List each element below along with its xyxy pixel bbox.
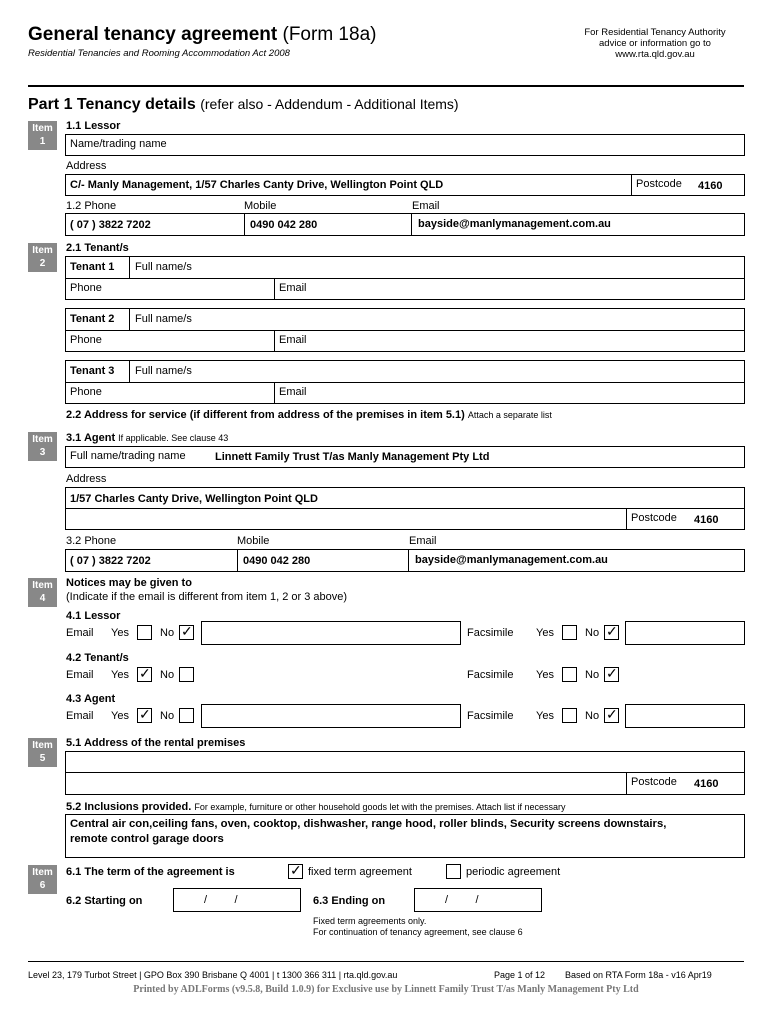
notice-tenant-fax-yes-checkbox[interactable] <box>562 667 577 682</box>
item-number: 5 <box>39 753 46 764</box>
term-note-1: Fixed term agreements only. <box>313 916 427 926</box>
notice-lessor-yes-label: Yes <box>111 627 129 639</box>
tenant-3-name-label: Full name/s <box>135 365 192 377</box>
agent-address-label: Address <box>66 473 107 485</box>
lessor-mobile-label: Mobile <box>244 200 277 212</box>
premises-postcode-label: Postcode <box>631 776 677 788</box>
tenant-3-label: Tenant 3 <box>70 365 115 377</box>
service-note: Attach a separate list <box>467 410 552 420</box>
header-rule <box>28 85 744 87</box>
lessor-phone-label: 1.2 Phone <box>66 200 117 212</box>
inclusions-heading-text: 5.2 Inclusions provided. <box>66 801 192 813</box>
tenant-3-email-label: Email <box>279 386 307 398</box>
agent-phone-value: ( 07 ) 3822 7202 <box>70 555 151 567</box>
rta-line-1: For Residential Tenancy Authority <box>584 27 726 38</box>
ending-date-field[interactable] <box>414 888 542 912</box>
notice-tenant-fax-no-checkbox[interactable] <box>604 667 619 682</box>
item-word: Item <box>32 245 53 256</box>
footer-rule <box>28 961 744 962</box>
agent-heading-note: If applicable. See clause 43 <box>118 433 229 443</box>
lessor-postcode-label: Postcode <box>636 178 682 190</box>
agent-phone-label: 3.2 Phone <box>66 535 117 547</box>
item-number: 6 <box>39 880 46 891</box>
lessor-postcode-value: 4160 <box>698 180 723 192</box>
agent-name-label: Full name/trading name <box>70 450 186 462</box>
agent-heading <box>66 432 228 444</box>
periodic-checkbox[interactable] <box>446 864 461 879</box>
item-3-tab <box>28 432 57 461</box>
notice-lessor-no-label: No <box>160 627 175 639</box>
notice-tenant-fax-label: Facsimile <box>467 669 514 681</box>
agent-name-field[interactable] <box>65 446 745 468</box>
term-heading: 6.1 The term of the agreement is <box>66 866 235 878</box>
tenant-1-email-label: Email <box>279 282 307 294</box>
agent-address-value: 1/57 Charles Canty Drive, Wellington Point QLD <box>70 493 318 505</box>
lessor-contact-row[interactable] <box>65 213 745 236</box>
check-icon: ✓ <box>139 706 151 722</box>
footer-based-on: Based on RTA Form 18a - v16 Apr19 <box>565 970 712 980</box>
notice-lessor-fax-yes-checkbox[interactable] <box>562 625 577 640</box>
form-title <box>28 24 376 46</box>
notice-tenant-heading: 4.2 Tenant/s <box>66 652 129 664</box>
rta-line-3: www.rta.qld.gov.au <box>615 49 695 60</box>
lessor-name-label: Name/trading name <box>70 138 167 150</box>
lessor-heading: 1.1 Lessor <box>66 120 121 132</box>
item-word: Item <box>32 740 53 751</box>
item-number: 2 <box>39 258 46 269</box>
form-number: (Form 18a) <box>282 24 377 45</box>
fixed-term-checkbox[interactable] <box>288 864 303 879</box>
lessor-address-value: C/- Manly Management, 1/57 Charles Canty Drive, Wellington Point QLD <box>70 179 444 191</box>
item-number: 1 <box>39 136 46 147</box>
notice-tenant-fax-yes-label: Yes <box>536 669 554 681</box>
item-2-tab <box>28 243 57 272</box>
tenant-1-label: Tenant 1 <box>70 261 115 273</box>
fixed-term-label: fixed term agreement <box>308 866 412 878</box>
starting-date-field[interactable] <box>173 888 301 912</box>
item-word: Item <box>32 867 53 878</box>
inclusions-note: For example, furniture or other household goods let with the premises. Attach list if necessary <box>194 802 566 812</box>
check-icon: ✓ <box>606 706 618 722</box>
check-icon: ✓ <box>290 862 302 878</box>
title-text: General tenancy agreement <box>28 24 278 45</box>
starting-label: 6.2 Starting on <box>66 895 143 907</box>
item-word: Item <box>32 434 53 445</box>
tenant-2-label: Tenant 2 <box>70 313 115 325</box>
rta-line-2: advice or information go to <box>599 38 711 49</box>
agent-mobile-label: Mobile <box>237 535 270 547</box>
notice-lessor-fax-no-checkbox[interactable] <box>604 625 619 640</box>
ending-date-separators: / / <box>445 894 479 906</box>
premises-postcode-value: 4160 <box>694 778 719 790</box>
check-icon: ✓ <box>181 623 193 639</box>
ending-label: 6.3 Ending on <box>313 895 386 907</box>
check-icon: ✓ <box>139 665 151 681</box>
lessor-phone-value: ( 07 ) 3822 7202 <box>70 219 151 231</box>
lessor-email-value: bayside@manlymanagement.com.au <box>418 218 611 230</box>
notice-tenant-fax-no-label: No <box>585 669 600 681</box>
notice-agent-email-yes-checkbox[interactable] <box>137 708 152 723</box>
part-title <box>28 96 459 114</box>
notice-lessor-heading: 4.1 Lessor <box>66 610 121 622</box>
notice-lessor-fax-field[interactable] <box>625 621 745 645</box>
notice-agent-fax-yes-checkbox[interactable] <box>562 708 577 723</box>
item-number: 3 <box>39 447 46 458</box>
premises-address-field[interactable] <box>65 751 745 795</box>
notice-agent-fax-no-label: No <box>585 710 600 722</box>
inclusions-line-2: remote control garage doors <box>70 833 224 845</box>
periodic-label: periodic agreement <box>466 866 561 878</box>
lessor-name-field[interactable] <box>65 134 745 156</box>
notice-agent-fax-yes-label: Yes <box>536 710 554 722</box>
notice-lessor-email-label: Email <box>66 627 94 639</box>
notice-lessor-fax-no-label: No <box>585 627 600 639</box>
item-number: 4 <box>39 593 46 604</box>
notice-agent-fax-field[interactable] <box>625 704 745 728</box>
footer-address: Level 23, 179 Turbot Street | GPO Box 390 Brisbane Q 4001 | t 1300 366 311 | rta.qld.gov.au <box>28 970 398 980</box>
notice-tenant-no-label: No <box>160 669 175 681</box>
term-note-2: For continuation of tenancy agreement, see clause 6 <box>313 927 523 937</box>
notice-tenant-email-no-checkbox[interactable] <box>179 667 194 682</box>
notices-note: (Indicate if the email is different from item 1, 2 or 3 above) <box>66 591 348 603</box>
inclusions-field[interactable] <box>65 814 745 858</box>
notice-agent-email-no-checkbox[interactable] <box>179 708 194 723</box>
notice-tenant-email-yes-checkbox[interactable] <box>137 667 152 682</box>
part-subtitle: (refer also - Addendum - Additional Items) <box>200 96 459 112</box>
notice-agent-fax-label: Facsimile <box>467 710 514 722</box>
item-word: Item <box>32 580 53 591</box>
notice-agent-no-label: No <box>160 710 175 722</box>
tenant-1-phone-label: Phone <box>70 282 102 294</box>
inclusions-line-1: Central air con,ceiling fans, oven, cooktop, dishwasher, range hood, roller blinds, Security screens downstairs, <box>70 818 667 830</box>
agent-email-value: bayside@manlymanagement.com.au <box>415 554 608 566</box>
agent-name-value: Linnett Family Trust T/as Manly Management Pty Ltd <box>215 451 490 463</box>
inclusions-heading <box>66 801 566 813</box>
part-title-text: Part 1 Tenancy details <box>28 96 196 113</box>
agent-contact-row[interactable] <box>65 549 745 572</box>
premises-heading: 5.1 Address of the rental premises <box>66 737 246 749</box>
tenant-1-block[interactable] <box>65 256 745 300</box>
lessor-address-field[interactable] <box>65 174 745 196</box>
tenant-3-block[interactable] <box>65 360 745 404</box>
tenants-heading: 2.1 Tenant/s <box>66 242 129 254</box>
notice-agent-yes-label: Yes <box>111 710 129 722</box>
tenant-2-name-label: Full name/s <box>135 313 192 325</box>
tenant-2-phone-label: Phone <box>70 334 102 346</box>
agent-postcode-label: Postcode <box>631 512 677 524</box>
notices-heading: Notices may be given to <box>66 577 192 589</box>
lessor-mobile-value: 0490 042 280 <box>250 219 318 231</box>
footer-printed-by: Printed by ADLForms (v9.5.8, Build 1.0.9) for Exclusive use by Linnett Family Trust T/as Manly Management Pty Ltd <box>133 984 639 995</box>
agent-address-field[interactable] <box>65 487 745 530</box>
agent-mobile-value: 0490 042 280 <box>243 555 311 567</box>
notice-lessor-fax-yes-label: Yes <box>536 627 554 639</box>
notice-agent-email-label: Email <box>66 710 94 722</box>
item-6-tab <box>28 865 57 894</box>
starting-date-separators: / / <box>204 894 238 906</box>
rta-info <box>560 27 750 60</box>
agent-heading-text: 3.1 Agent <box>66 432 116 444</box>
notice-lessor-email-field[interactable] <box>201 621 461 645</box>
tenant-3-phone-label: Phone <box>70 386 102 398</box>
item-5-tab <box>28 738 57 767</box>
act-name: Residential Tenancies and Rooming Accommodation Act 2008 <box>28 48 290 59</box>
footer-page: Page 1 of 12 <box>494 970 546 980</box>
notice-tenant-yes-label: Yes <box>111 669 129 681</box>
notice-lessor-fax-label: Facsimile <box>467 627 514 639</box>
service-address-heading <box>66 409 552 421</box>
agent-email-label: Email <box>409 535 437 547</box>
tenant-2-block[interactable] <box>65 308 745 352</box>
item-1-tab <box>28 121 57 150</box>
lessor-email-label: Email <box>412 200 440 212</box>
tenant-2-email-label: Email <box>279 334 307 346</box>
notice-tenant-email-label: Email <box>66 669 94 681</box>
notice-agent-fax-no-checkbox[interactable] <box>604 708 619 723</box>
service-heading-text: 2.2 Address for service (if different from address of the premises in item 5.1) <box>66 409 465 421</box>
check-icon: ✓ <box>606 665 618 681</box>
tenant-1-name-label: Full name/s <box>135 261 192 273</box>
lessor-address-label: Address <box>66 160 107 172</box>
item-word: Item <box>32 123 53 134</box>
notice-lessor-email-yes-checkbox[interactable] <box>137 625 152 640</box>
agent-postcode-value: 4160 <box>694 514 719 526</box>
notice-agent-heading: 4.3 Agent <box>66 693 116 705</box>
notice-lessor-email-no-checkbox[interactable] <box>179 625 194 640</box>
item-4-tab <box>28 578 57 607</box>
notice-agent-email-field[interactable] <box>201 704 461 728</box>
check-icon: ✓ <box>606 623 618 639</box>
